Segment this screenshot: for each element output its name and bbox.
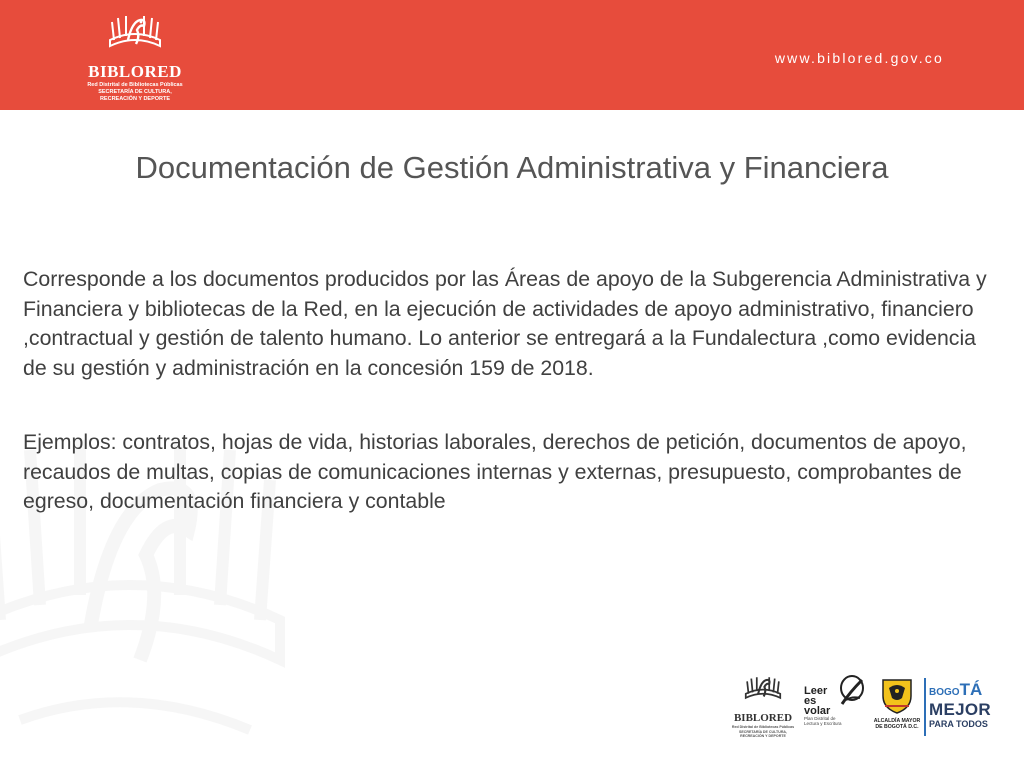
paragraph-description: Corresponde a los documentos producidos por las Áreas de apoyo de la Subgerencia Administrativa y Financiera y bibliotecas de la Red, en la ejecución de actividades de apoyo administrativo, financiero ,contractual y gestión de talento humano. Lo anterior se entregará a la Fundalectura ,como evidencia de su gestión y administración en la concesión 159 de 2018. [23, 267, 987, 380]
bird-leer-icon [836, 674, 866, 710]
footer-divider [924, 678, 926, 736]
leer-es-volar-text [804, 686, 830, 716]
leer-line1: Leer [804, 685, 828, 697]
bogota-wordmark [929, 680, 982, 700]
leer-sub2: Lectura y Escritura [804, 721, 842, 726]
coat-of-arms-icon [880, 676, 914, 714]
page-title: Documentación de Gestión Administrativa y Financiera [135, 150, 889, 185]
alcaldia-line2: DE BOGOTÁ D.C. [875, 724, 919, 730]
slide-body [23, 265, 1003, 517]
bogota-mejor-logo [929, 678, 999, 738]
footer-biblored-logo [728, 672, 798, 738]
bogota-mejor: MEJOR [929, 700, 991, 719]
paragraph-examples: Ejemplos: contratos, hojas de vida, historias laborales, derechos de petición, documentos de apoyo, recaudos de multas, copias de comunicaciones internas y externas, presupuesto, comprobantes de egreso, documentación financiera y contable [23, 430, 967, 513]
biblored-logo [80, 10, 190, 102]
footer-biblored-name: BIBLORED [733, 712, 793, 724]
book-bird-logo-icon [106, 10, 164, 62]
alcaldia-line1: ALCALDÍA MAYOR [873, 718, 921, 724]
leer-sub1: Plan Distrital de [804, 716, 836, 721]
logo-subtitle-line1: Red Distrital de Bibliotecas Públicas [87, 82, 183, 88]
bogota-para-todos: PARA TODOS [929, 719, 988, 729]
website-url[interactable]: www.biblored.gov.co [774, 50, 944, 66]
leer-line2: es [804, 695, 817, 707]
footer-biblored-sub1: Red Distrital de Bibliotecas Públicas [731, 725, 795, 729]
alcaldia-text [866, 718, 928, 730]
footer-biblored-subtitle [728, 725, 798, 739]
bogota-small: BOGO [929, 687, 960, 698]
logo-subtitle [80, 82, 190, 103]
book-bird-logo-icon [743, 672, 783, 710]
leer-es-volar-logo [804, 674, 868, 736]
leer-line3: volar [804, 705, 831, 717]
footer-biblored-sub2: SECRETARÍA DE CULTURA, RECREACIÓN Y DEPORTE [738, 729, 788, 738]
logo-name: BIBLORED [88, 62, 182, 81]
bogota-big: TÁ [959, 680, 983, 699]
header-banner [0, 0, 1024, 110]
alcaldia-logo [872, 676, 922, 738]
leer-es-volar-subtitle [804, 716, 844, 726]
logo-subtitle-line2: SECRETARÍA DE CULTURA, RECREACIÓN Y DEPORTE [98, 89, 172, 102]
footer-logos [728, 672, 998, 742]
